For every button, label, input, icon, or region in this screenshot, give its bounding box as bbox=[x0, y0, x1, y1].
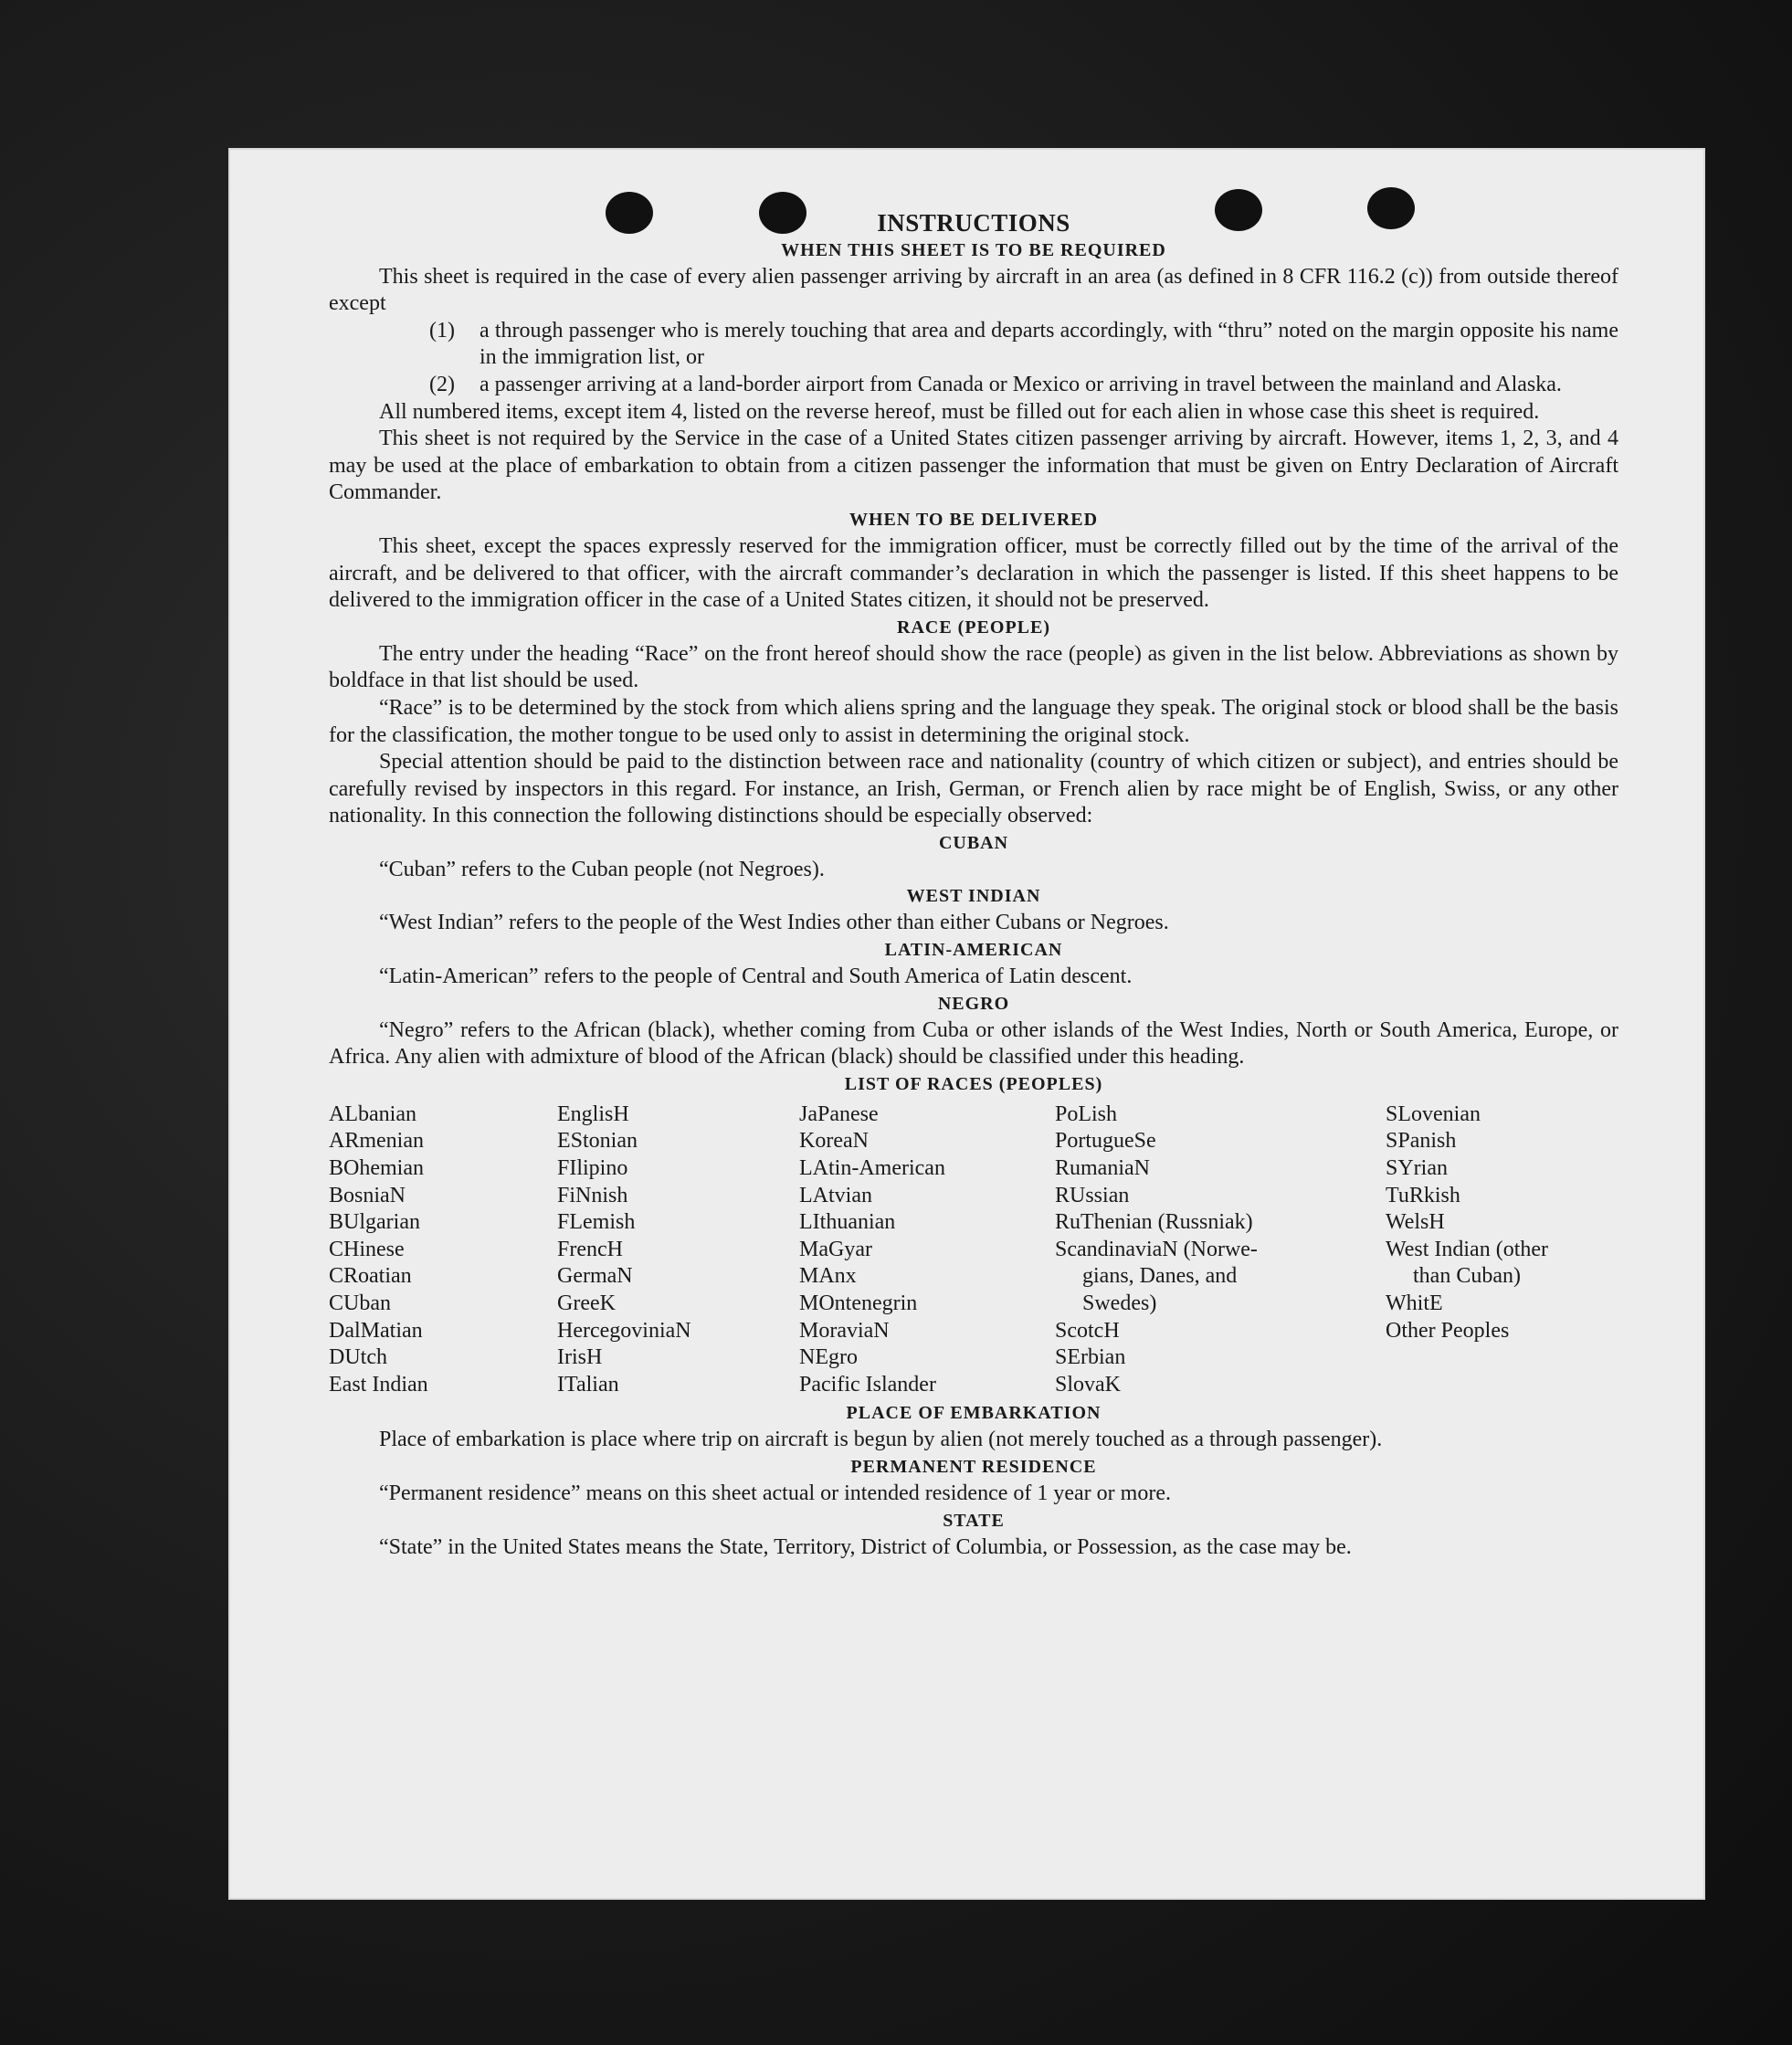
page-title: INSTRUCTIONS bbox=[877, 209, 1070, 237]
exception-item-1 bbox=[429, 318, 1618, 372]
race-entry: SYrian bbox=[1386, 1156, 1448, 1181]
race-entry: MOntenegrin bbox=[799, 1291, 918, 1315]
race-entry: TuRkish bbox=[1386, 1183, 1460, 1207]
race-entry: CRoatian bbox=[329, 1264, 412, 1289]
race-entry: East Indian bbox=[329, 1372, 428, 1397]
embarkation-text: Place of embarkation is place where trip on aircraft is begun by alien (not merely touched as a through passenger). bbox=[379, 1428, 1383, 1452]
race-paragraph-1: The entry under the heading “Race” on the front hereof should show the race (people) as given in the list below. Abbreviations as shown by boldface in that list should be used. bbox=[329, 641, 1618, 693]
race-entry: BosniaN bbox=[329, 1183, 406, 1207]
race-entry: EStonian bbox=[557, 1129, 638, 1154]
race-entry: LIthuanian bbox=[799, 1210, 896, 1235]
numbered-items-paragraph: All numbered items, except item 4, listed on the reverse hereof, must be filled out for each alien in whose case this sheet is required. bbox=[379, 399, 1540, 424]
when-required-intro: This sheet is required in the case of every alien passenger arriving by aircraft in an area (as defined in 8 CFR 116.2 (c)) from outside thereof except bbox=[329, 264, 1618, 316]
race-entry: RuThenian (Russniak) bbox=[1055, 1210, 1253, 1235]
race-entry: FrencH bbox=[557, 1237, 623, 1261]
heading-state: STATE bbox=[943, 1510, 1005, 1531]
races-column-2 bbox=[557, 1102, 799, 1399]
race-entry: DalMatian bbox=[329, 1318, 423, 1343]
race-entry: LAtvian bbox=[799, 1183, 872, 1207]
instructions-body bbox=[329, 210, 1618, 1561]
race-entry-continued: Swedes) bbox=[1082, 1291, 1157, 1315]
race-entry: GreeK bbox=[557, 1291, 616, 1315]
race-entry: ITalian bbox=[557, 1372, 619, 1397]
race-entry: BOhemian bbox=[329, 1156, 424, 1181]
race-entry: ScotcH bbox=[1055, 1318, 1120, 1343]
race-paragraph-2: “Race” is to be determined by the stock from which aliens spring and the language they speak. The original stock or blood shall be the basis for the classification, the mother tongue to be used only to assist in determining the original stock. bbox=[329, 695, 1618, 747]
races-column-5 bbox=[1386, 1102, 1618, 1399]
races-column-3 bbox=[799, 1102, 1055, 1399]
race-entry: SPanish bbox=[1386, 1129, 1457, 1154]
race-entry-continued: gians, Danes, and bbox=[1082, 1264, 1238, 1289]
race-entry-continued: than Cuban) bbox=[1413, 1264, 1521, 1289]
latin-american-text: “Latin-American” refers to the people of Central and South America of Latin descent. bbox=[379, 965, 1133, 989]
race-entry: SLovenian bbox=[1386, 1102, 1481, 1126]
race-entry: IrisH bbox=[557, 1345, 603, 1370]
heading-permanent-residence: PERMANENT RESIDENCE bbox=[850, 1456, 1097, 1477]
race-entry: SlovaK bbox=[1055, 1372, 1121, 1397]
west-indian-text: “West Indian” refers to the people of the West Indies other than either Cubans or Negroes. bbox=[379, 911, 1169, 935]
races-list bbox=[329, 1102, 1618, 1399]
race-entry: RUssian bbox=[1055, 1183, 1130, 1207]
heading-when-delivered: WHEN TO BE DELIVERED bbox=[849, 509, 1099, 530]
race-entry: HercegoviniaN bbox=[557, 1318, 691, 1343]
race-entry: EnglisH bbox=[557, 1102, 629, 1126]
heading-cuban: CUBAN bbox=[938, 832, 1009, 853]
race-entry: ALbanian bbox=[329, 1102, 416, 1126]
heading-latin-american: LATIN-AMERICAN bbox=[884, 940, 1063, 961]
race-entry: MAnx bbox=[799, 1264, 857, 1289]
heading-negro: NEGRO bbox=[937, 993, 1010, 1014]
race-entry: MaGyar bbox=[799, 1237, 872, 1261]
citizen-paragraph: This sheet is not required by the Service in the case of a United States citizen passenger arriving by aircraft. However, items 1, 2, 3, and 4 may be used at the place of embarkation to obtain from a citizen passenger the information that must be given on Entry Declaration of Aircraft Commander. bbox=[329, 427, 1618, 505]
race-entry: West Indian (other bbox=[1386, 1237, 1549, 1261]
race-entry: GermaN bbox=[557, 1264, 633, 1289]
heading-race: RACE (PEOPLE) bbox=[897, 617, 1050, 638]
race-entry: WelsH bbox=[1386, 1210, 1445, 1235]
heading-west-indian: WEST INDIAN bbox=[906, 886, 1041, 907]
race-paragraph-3: Special attention should be paid to the distinction between race and nationality (country of which citizen or subject), and entries should be carefully revised by inspectors in this regard. For instance, an Irish, German, or French alien by race might be of English, Swiss, or any other nationality. In this connection the following distinctions should be especially observed: bbox=[329, 750, 1618, 828]
race-entry: BUlgarian bbox=[329, 1210, 420, 1235]
race-entry: PortugueSe bbox=[1055, 1129, 1156, 1154]
race-entry: PoLish bbox=[1055, 1102, 1118, 1126]
state-text: “State” in the United States means the State, Territory, District of Columbia, or Possession, as the case may be. bbox=[379, 1534, 1352, 1559]
race-entry: DUtch bbox=[329, 1345, 387, 1370]
race-entry: CHinese bbox=[329, 1237, 405, 1261]
negro-text: “Negro” refers to the African (black), whether coming from Cuba or other islands of the West Indies, North or South America, Europe, or Africa. Any alien with admixture of blood of the African (black) should be classified under this heading. bbox=[329, 1017, 1618, 1070]
heading-place-of-embarkation: PLACE OF EMBARKATION bbox=[846, 1403, 1102, 1424]
race-entry: LAtin-American bbox=[799, 1156, 945, 1181]
item-number: (1) bbox=[429, 318, 455, 343]
residence-text: “Permanent residence” means on this sheet actual or intended residence of 1 year or more. bbox=[379, 1481, 1171, 1505]
document-page bbox=[228, 148, 1705, 1900]
cuban-text: “Cuban” refers to the Cuban people (not Negroes). bbox=[379, 857, 825, 881]
item-text: a through passenger who is merely touching that area and departs accordingly, with “thru” noted on the margin opposite his name in the immigration list, or bbox=[480, 318, 1618, 370]
race-entry: Other Peoples bbox=[1386, 1318, 1510, 1343]
race-entry: FiNnish bbox=[557, 1183, 628, 1207]
race-entry: RumaniaN bbox=[1055, 1156, 1150, 1181]
race-entry: JaPanese bbox=[799, 1102, 879, 1126]
races-column-4 bbox=[1055, 1102, 1386, 1399]
item-number: (2) bbox=[429, 372, 455, 396]
race-entry: CUban bbox=[329, 1291, 391, 1315]
race-entry: WhitE bbox=[1386, 1291, 1443, 1315]
exception-item-2 bbox=[429, 372, 1618, 399]
race-entry: MoraviaN bbox=[799, 1318, 890, 1343]
heading-list-of-races: LIST OF RACES (PEOPLES) bbox=[844, 1073, 1103, 1094]
heading-when-required: WHEN THIS SHEET IS TO BE REQUIRED bbox=[781, 239, 1166, 260]
race-entry: KoreaN bbox=[799, 1129, 869, 1154]
race-entry: SErbian bbox=[1055, 1345, 1126, 1370]
race-entry: Pacific Islander bbox=[799, 1372, 936, 1397]
item-text: a passenger arriving at a land-border airport from Canada or Mexico or arriving in travel between the mainland and Alaska. bbox=[480, 372, 1562, 396]
race-entry: ARmenian bbox=[329, 1129, 424, 1154]
race-entry: ScandinaviaN (Norwe- bbox=[1055, 1237, 1258, 1261]
race-entry: FLemish bbox=[557, 1210, 636, 1235]
race-entry: NEgro bbox=[799, 1345, 858, 1370]
race-entry: FIlipino bbox=[557, 1156, 628, 1181]
races-column-1 bbox=[329, 1102, 557, 1399]
when-delivered-text: This sheet, except the spaces expressly reserved for the immigration officer, must be correctly filled out by the time of the arrival of the aircraft, and be delivered to that officer, with the aircraft commander’s declaration in which the passenger is listed. If this sheet happens to be delivered to the immigration officer in the case of a United States citizen, it should not be preserved. bbox=[329, 533, 1618, 613]
